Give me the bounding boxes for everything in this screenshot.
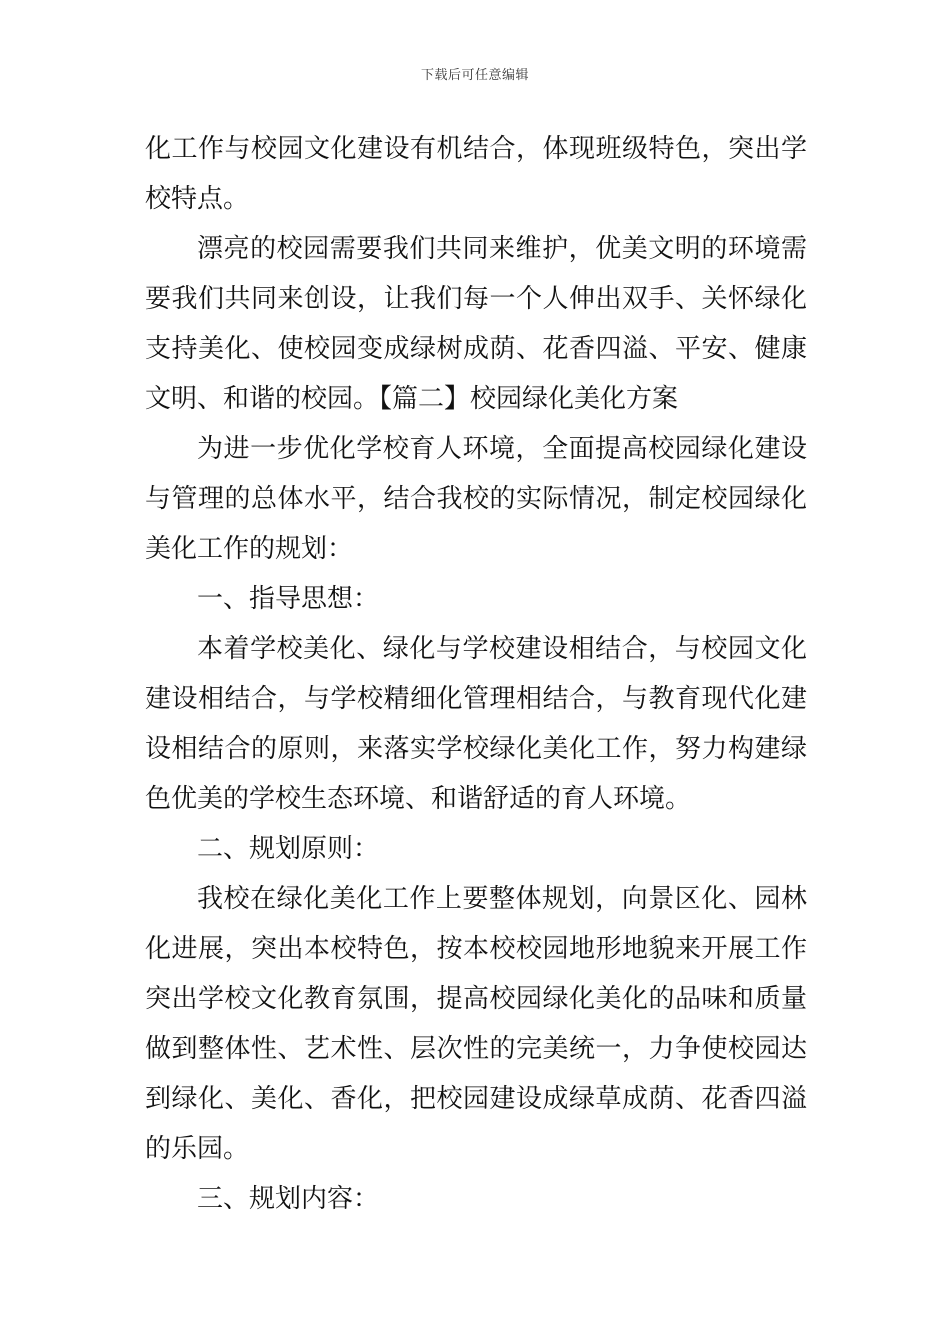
text-line: 三、规划内容： <box>197 1184 380 1214</box>
text-line: 要我们共同来创设，让我们每一个人伸出双手、关怀绿化 <box>145 284 807 314</box>
text-line: 本着学校美化、绿化与学校建设相结合，与校园文化 <box>197 634 807 664</box>
page-header: 下载后可任意编辑 <box>420 68 529 83</box>
document-body <box>145 124 807 1224</box>
text-line: 的乐园。 <box>145 1134 250 1164</box>
text-line: 为进一步优化学校育人环境，全面提高校园绿化建设 <box>197 434 807 464</box>
text-line: 我校在绿化美化工作上要整体规划，向景区化、园林 <box>197 884 807 914</box>
text-line: 一、指导思想： <box>197 584 380 614</box>
text-line: 支持美化、使校园变成绿树成荫、花香四溢、平安、健康 <box>145 334 807 364</box>
text-line: 色优美的学校生态环境、和谐舒适的育人环境。 <box>145 784 692 814</box>
text-line: 校特点。 <box>145 184 250 214</box>
text-line: 美化工作的规划： <box>145 534 354 564</box>
text-line: 漂亮的校园需要我们共同来维护，优美文明的环境需 <box>197 234 807 264</box>
text-line: 化进展，突出本校特色，按本校校园地形地貌来开展工作 <box>145 934 807 964</box>
text-line: 文明、和谐的校园。【篇二】校园绿化美化方案 <box>145 384 679 414</box>
text-line: 建设相结合，与学校精细化管理相结合，与教育现代化建 <box>145 684 807 714</box>
text-line: 与管理的总体水平，结合我校的实际情况，制定校园绿化 <box>145 484 807 514</box>
text-line: 二、规划原则： <box>197 834 380 864</box>
text-line: 到绿化、美化、香化，把校园建设成绿草成荫、花香四溢 <box>145 1084 807 1114</box>
text-line: 设相结合的原则，来落实学校绿化美化工作，努力构建绿 <box>145 734 807 764</box>
text-line: 突出学校文化教育氛围，提高校园绿化美化的品味和质量 <box>145 984 807 1014</box>
text-line: 化工作与校园文化建设有机结合，体现班级特色，突出学 <box>145 134 807 164</box>
text-line: 做到整体性、艺术性、层次性的完美统一，力争使校园达 <box>145 1034 807 1064</box>
